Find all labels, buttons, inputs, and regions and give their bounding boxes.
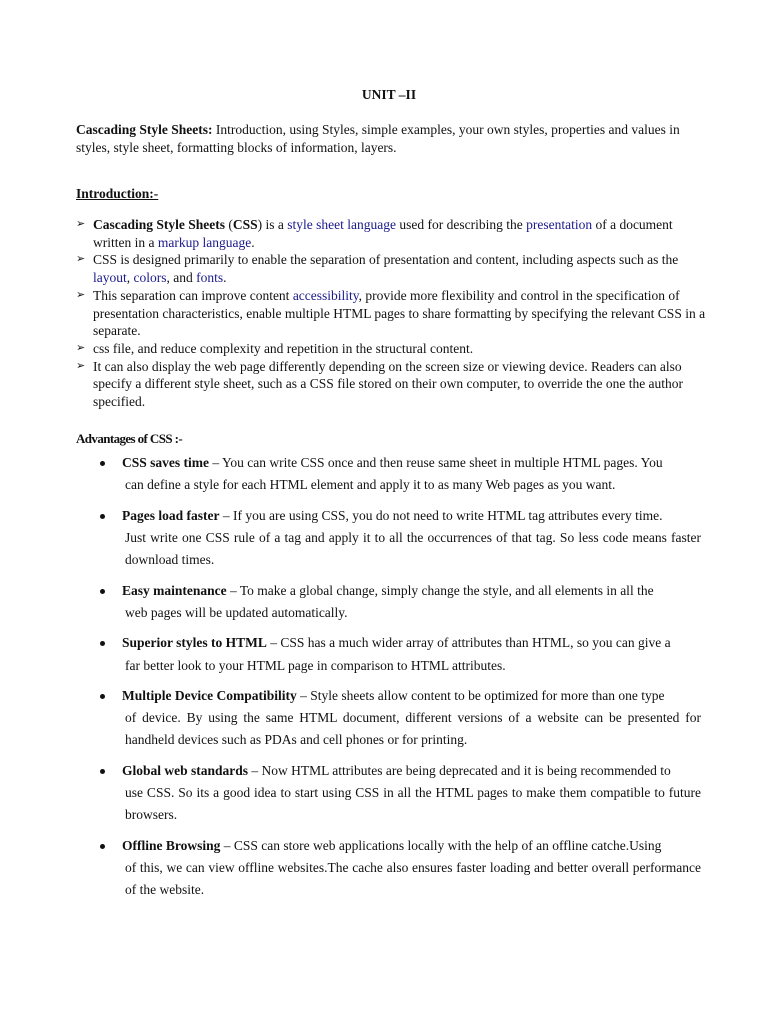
introduction-item — [76, 358, 708, 411]
term-link[interactable]: layout — [93, 270, 127, 286]
introduction-item — [76, 287, 708, 340]
term-link[interactable]: markup language — [157, 234, 252, 250]
advantage-item — [100, 505, 701, 572]
bullet-dot-icon — [100, 844, 105, 849]
arrow-bullet-icon: ➢ — [76, 359, 86, 372]
introduction-item — [76, 216, 708, 251]
item-text: ( — [225, 217, 233, 232]
arrow-bullet-icon: ➢ — [76, 288, 86, 301]
advantage-text: – If you are using CSS, you do not need to write HTML tag attributes every time. — [219, 507, 663, 523]
arrow-bullet-icon: ➢ — [76, 218, 86, 230]
item-text: , and — [166, 270, 197, 286]
arrow-bullet-icon: ➢ — [76, 341, 86, 354]
advantage-continuation: can define a style for each HTML element and apply it to as many Web pages as you want. — [125, 477, 616, 493]
item-text: used for describing the — [396, 217, 527, 232]
advantages-list — [100, 452, 701, 910]
item-text: ) is a — [257, 217, 288, 232]
bullet-dot-icon — [100, 641, 105, 646]
advantage-continuation: of device. By using the same HTML document, different versions of a website can be presented for handheld devices such as PDAs and cell phones or for printing. — [125, 710, 701, 748]
bullet-dot-icon — [100, 461, 105, 466]
advantages-heading: Advantages of CSS :- — [76, 431, 183, 446]
advantage-continuation: far better look to your HTML page in comparison to HTML attributes. — [125, 657, 506, 673]
advantage-item — [100, 580, 701, 624]
advantage-text: – You can write CSS once and then reuse same sheet in multiple HTML pages. You — [209, 455, 663, 470]
advantage-label: CSS saves time — [122, 455, 209, 470]
item-text: . — [223, 270, 227, 286]
item-text: , — [126, 270, 134, 286]
advantage-text: – Style sheets allow content to be optimized for more than one type — [296, 688, 665, 704]
advantage-label: Global web standards — [122, 762, 249, 778]
advantage-label: Easy maintenance — [122, 582, 227, 598]
item-text: This separation can improve content — [93, 287, 293, 303]
introduction-item — [76, 340, 708, 358]
bullet-dot-icon — [100, 514, 105, 519]
introduction-list — [76, 216, 708, 411]
advantage-text: – CSS has a much wider array of attributes than HTML, so you can give a — [266, 635, 671, 651]
item-text: It can also display the web page differently depending on the screen size or viewing device. Readers can also specify a different style sheet, such as a CSS file stored on their own computer, to override the one the author specified. — [93, 358, 684, 410]
term-link[interactable]: colors — [133, 270, 167, 286]
item-text: . — [251, 234, 255, 250]
advantage-text: – CSS can store web applications locally with the help of an offline catche.Using — [220, 837, 662, 853]
bold-term: Cascading Style Sheets — [93, 217, 226, 232]
advantage-item — [100, 632, 701, 676]
advantage-label: Multiple Device Compatibility — [122, 688, 297, 704]
advantage-item — [100, 685, 701, 752]
introduction-item — [76, 251, 708, 286]
summary-label: Cascading Style Sheets: — [76, 122, 213, 137]
advantage-continuation: web pages will be updated automatically. — [125, 604, 348, 620]
unit-summary — [76, 121, 706, 157]
term-link[interactable]: presentation — [526, 217, 593, 232]
term-link[interactable]: accessibility — [292, 287, 359, 303]
bullet-dot-icon — [100, 769, 105, 774]
advantage-label: Superior styles to HTML — [122, 635, 267, 651]
arrow-bullet-icon: ➢ — [76, 253, 86, 266]
advantage-label: Offline Browsing — [122, 837, 221, 853]
advantage-continuation: Just write one CSS rule of a tag and apply it to all the occurrences of that tag. So less code means faster download times. — [125, 529, 701, 568]
item-text: CSS is designed primarily to enable the separation of presentation and content, including aspects such as the — [93, 252, 679, 268]
bullet-dot-icon — [100, 589, 105, 594]
item-text: of a document written in a — [93, 217, 673, 250]
term-link[interactable]: style sheet language — [287, 217, 396, 232]
advantage-label: Pages load faster — [122, 507, 220, 523]
summary-text: Introduction, using Styles, simple examples, your own styles, properties and values in styles, style sheet, formatting blocks of information, layers. — [76, 122, 680, 155]
advantage-item — [100, 760, 701, 827]
advantage-text: – To make a global change, simply change the style, and all elements in all the — [226, 582, 654, 598]
advantage-item — [100, 835, 701, 902]
term-link[interactable]: fonts — [196, 270, 224, 286]
advantage-item — [100, 452, 701, 496]
advantage-continuation: of this, we can view offline websites.The cache also ensures faster loading and better overall performance of the website. — [125, 860, 701, 898]
bold-term: CSS — [232, 217, 258, 232]
bullet-dot-icon — [100, 694, 105, 699]
item-text: , provide more flexibility and control in the specification of presentation characteristics, enable multiple HTML pages to share formatting by specifying the relevant CSS in a separate. — [93, 287, 706, 339]
advantage-continuation: use CSS. So its a good idea to start using CSS in all the HTML pages to make them compatible to future browsers. — [125, 785, 701, 823]
introduction-heading: Introduction:- — [76, 186, 159, 201]
advantage-text: – Now HTML attributes are being deprecated and it is being recommended to — [248, 762, 671, 778]
unit-title: UNIT –II — [361, 87, 417, 102]
item-text: css file, and reduce complexity and repetition in the structural content. — [93, 340, 474, 356]
